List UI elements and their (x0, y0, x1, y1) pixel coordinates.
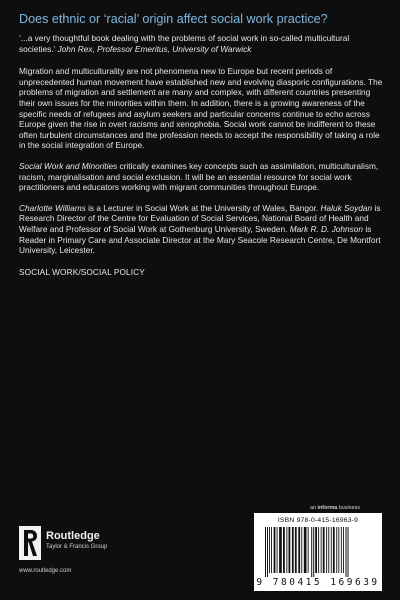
barcode-bar (283, 527, 285, 573)
barcode-bar (311, 527, 312, 577)
headline: Does ethnic or ‘racial’ origin affect social work practice? (19, 12, 328, 26)
barcode-bar (343, 527, 344, 573)
barcode-bar (336, 527, 337, 573)
barcode-bar (348, 527, 349, 577)
barcode-bar (279, 527, 282, 573)
informa-business-label (310, 505, 360, 511)
barcode-bar (289, 527, 291, 573)
isbn-number: ISBN 978-0-415-16963-9 (277, 517, 359, 524)
barcode-bar (295, 527, 297, 573)
author-name-3: Mark R. D. Johnson (289, 223, 364, 234)
barcode-bar (318, 527, 319, 573)
publisher-group: Taylor & Francis Group (46, 544, 108, 550)
barcode-bar (298, 527, 300, 573)
publisher-name: Routledge (46, 530, 100, 542)
barcode-bar (267, 527, 268, 577)
author-name-2: Haluk Soydan (320, 202, 373, 213)
review-quote (19, 33, 383, 54)
author-bios (19, 203, 383, 256)
publisher-logo (19, 526, 169, 576)
barcode-bar (301, 527, 302, 573)
barcode-bar (315, 527, 317, 573)
barcode-bar (286, 527, 287, 573)
barcode-bar (331, 527, 332, 573)
barcode-bar (265, 527, 266, 577)
barcode-digits: 9 780415 169639 (256, 577, 380, 588)
barcode-bar (341, 527, 342, 573)
barcode-bar (292, 527, 294, 573)
quote-text: ‘...a very thoughtful book dealing with the problems of social work in so-called multicultural societies.’ (19, 33, 350, 54)
description-paragraph: Migration and multiculturality are not phenomena new to Europe but recent periods of unprecedented human movement have established new and evolving diasporic configurations. The problems of migration and settlement are many and complex, with different countries presenting their own issues for the minorities within them. In addition, there is a growing awareness of the specific needs of refugees and asylum seekers and particular concerns continue to echo across Europe given the rise in overt racisms and xenophobia. Social work cannot be indifferent to these often turbulent circumstances and the profession needs to accept the responsibility of taking a role in the social integration of Europe. (19, 66, 383, 151)
barcode-bar (313, 527, 314, 577)
barcode-bar (346, 527, 347, 577)
author-bio-2: is Research Director of the Centre for Evaluation of Social Services, National Board of Health and Welfare and Professor of Social Work at Gothenburg University, Sweden. (19, 202, 381, 234)
barcode-bar (338, 527, 339, 573)
back-cover-text (19, 12, 383, 277)
author-bio-3: is Reader in Primary Care and Associate Director at the Mary Seacole Research Centre, De Montfort University, Leicester. (19, 223, 381, 256)
informa-prefix: an (310, 505, 318, 511)
barcode-bar (277, 527, 278, 573)
barcode-bar (328, 527, 329, 573)
publisher-url: www.routledge.com (19, 568, 72, 574)
routledge-logo-icon (19, 526, 41, 564)
author-bio-1: is a Lecturer in Social Work at the University of Wales, Bangor. (85, 202, 321, 213)
barcode-bar (304, 527, 307, 573)
barcode-bar (321, 527, 322, 573)
barcode-bar (326, 527, 327, 573)
isbn-barcode (254, 513, 382, 591)
informa-suffix: business (337, 505, 361, 511)
barcode-bar (274, 527, 276, 573)
barcode-bar (308, 527, 309, 573)
author-name-1: Charlotte Williams (19, 202, 86, 213)
barcode-bar (323, 527, 325, 573)
book-summary-paragraph (19, 161, 383, 193)
subject-category: SOCIAL WORK/SOCIAL POLICY (19, 266, 145, 277)
quote-attribution: John Rex, Professor Emeritus, University of Warwick (57, 43, 252, 54)
barcode-bar (271, 527, 272, 573)
informa-brand: informa (317, 505, 338, 511)
barcode-bar (333, 527, 335, 573)
barcode-bar (269, 527, 270, 573)
book-summary-text: critically examines key concepts such as assimilation, multiculturalism, racism, marginalisation and social exclusion. It will be an essential resource for social work practitioners and educators working with migrant communities throughout Europe. (19, 160, 379, 193)
book-title: Social Work and Minorities (19, 160, 118, 171)
barcode-bars (265, 527, 375, 577)
